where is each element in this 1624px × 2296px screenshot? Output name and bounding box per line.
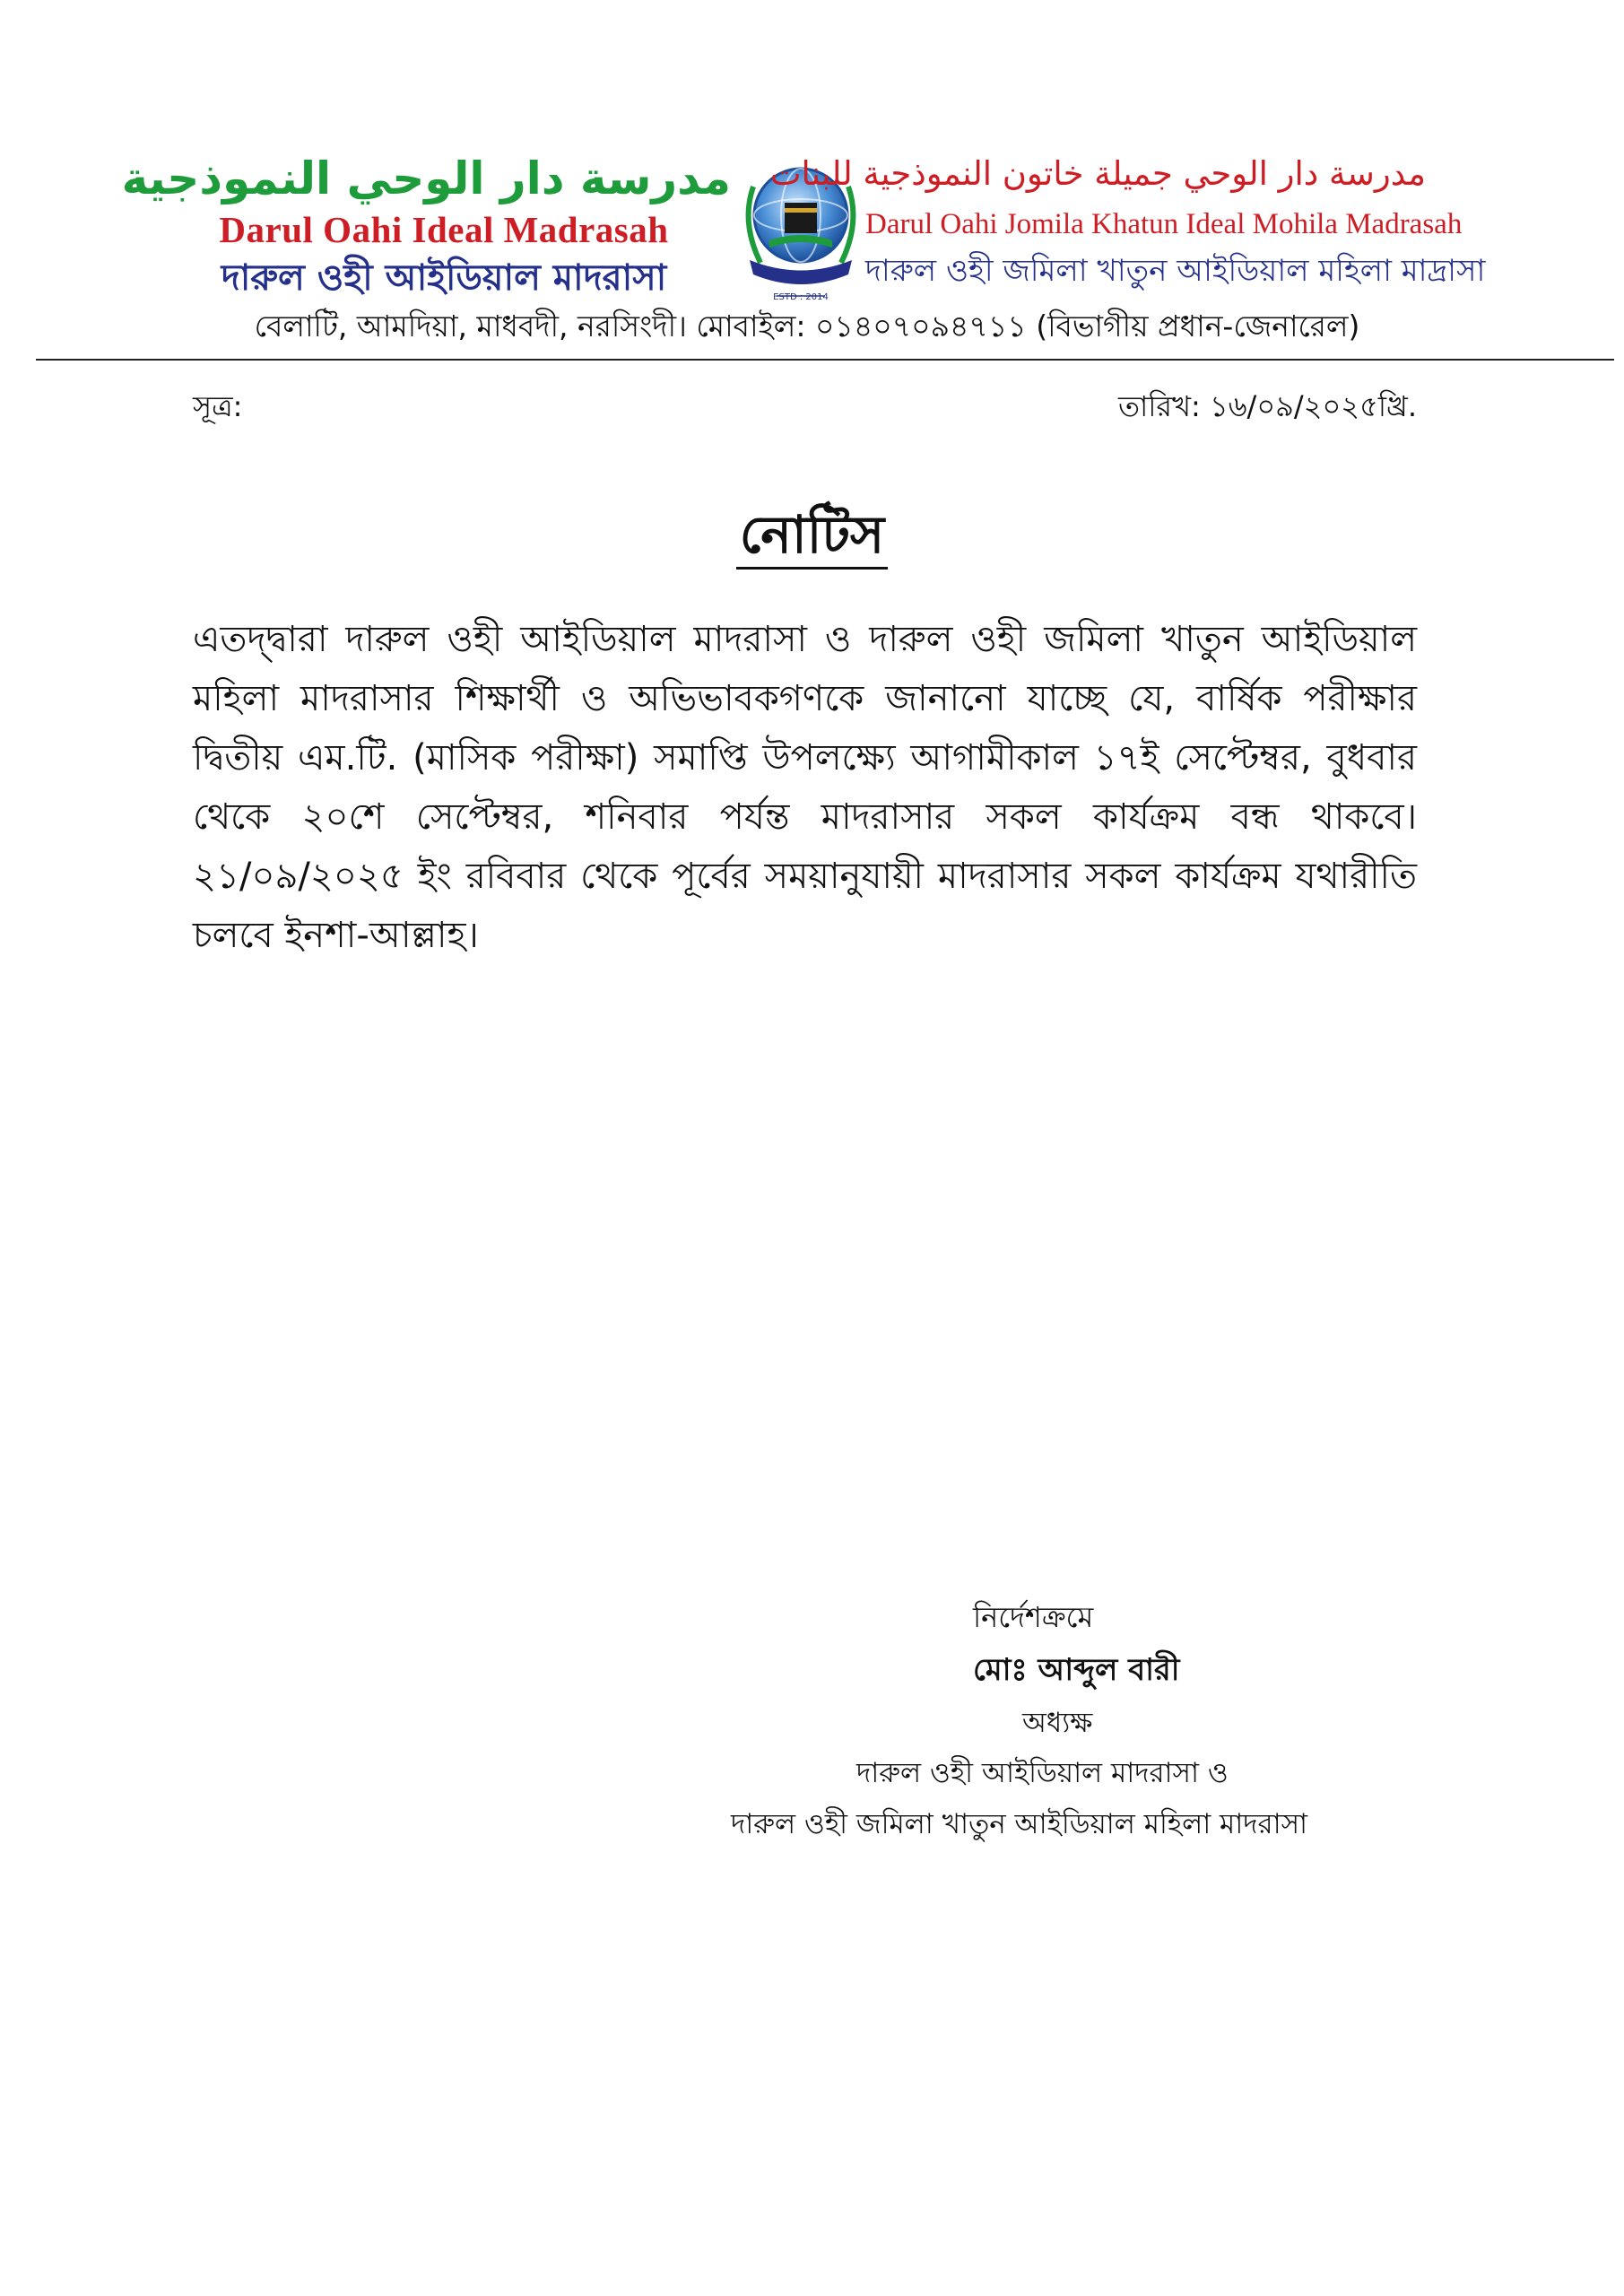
- right-institution-bangla-name: দারুল ওহী জমিলা খাতুন আইডিয়াল মহিলা মাদ্রাসা: [865, 253, 1486, 289]
- left-institution-english-name: Darul Oahi Ideal Madrasah: [219, 209, 669, 250]
- signatory-institution-line2: দারুল ওহী জমিলা খাতুন আইডিয়াল মহিলা মাদরাসা: [731, 1808, 1308, 1840]
- right-institution-arabic-name: مدرسة دار الوحي جميلة خاتون النموذجية للبنات: [769, 154, 1426, 193]
- left-institution-arabic-name: مدرسة دار الوحي النموذجية: [121, 152, 731, 204]
- header-divider: [36, 359, 1614, 361]
- signatory-name: মোঃ আব্দুল বারী: [973, 1652, 1180, 1688]
- signatory-title: অধ্যক্ষ: [1022, 1707, 1093, 1739]
- page-title: [0, 495, 1624, 582]
- reference-label: সূত্র:: [193, 389, 243, 423]
- notice-date: তারিখ: ১৬/০৯/২০২৫খ্রি.: [1117, 389, 1417, 423]
- right-institution-english-name: Darul Oahi Jomila Khatun Ideal Mohila Madrasah: [865, 208, 1463, 240]
- signature-by-order: নির্দেশক্রমে: [973, 1600, 1094, 1634]
- logo-estd-label: ESTD : 2014: [773, 292, 829, 302]
- address-line: বেলাটি, আমদিয়া, মাধবদী, নরসিংদী। মোবাইল: ০১৪০৭০৯৪৭১১ (বিভাগীয় প্রধান-জেনারেল): [254, 309, 1360, 344]
- notice-body: এতদ্দ্বারা দারুল ওহী আইডিয়াল মাদরাসা ও দারুল ওহী জমিলা খাতুন আইডিয়াল মহিলা মাদরাসার শিক্ষার্থী ও অভিভাবকগণকে জানানো যাচ্ছে যে, বার্ষিক পরীক্ষার দ্বিতীয় এম.টি. (মাসিক পরীক্ষা) সমাপ্তি উপলক্ষ্যে আগামীকাল ১৭ই সেপ্টেম্বর, বুধবার থেকে ২০শে সেপ্টেম্বর, শনিবার পর্যন্ত মাদরাসার সকল কার্যক্রম বন্ধ থাকবে। ২১/০৯/২০২৫ ইং রবিবার থেকে পূর্বের সময়ানুযায়ী মাদরাসার সকল কার্যক্রম যথারীতি চলবে ইনশা-আল্লাহ।: [193, 619, 1417, 956]
- left-institution-bangla-name: দারুল ওহী আইডিয়াল মাদরাসা: [221, 257, 667, 299]
- signatory-institution-line1: দারুল ওহী আইডিয়াল মাদরাসা ও: [856, 1757, 1229, 1789]
- notice-title-text: নোটিস: [736, 504, 888, 570]
